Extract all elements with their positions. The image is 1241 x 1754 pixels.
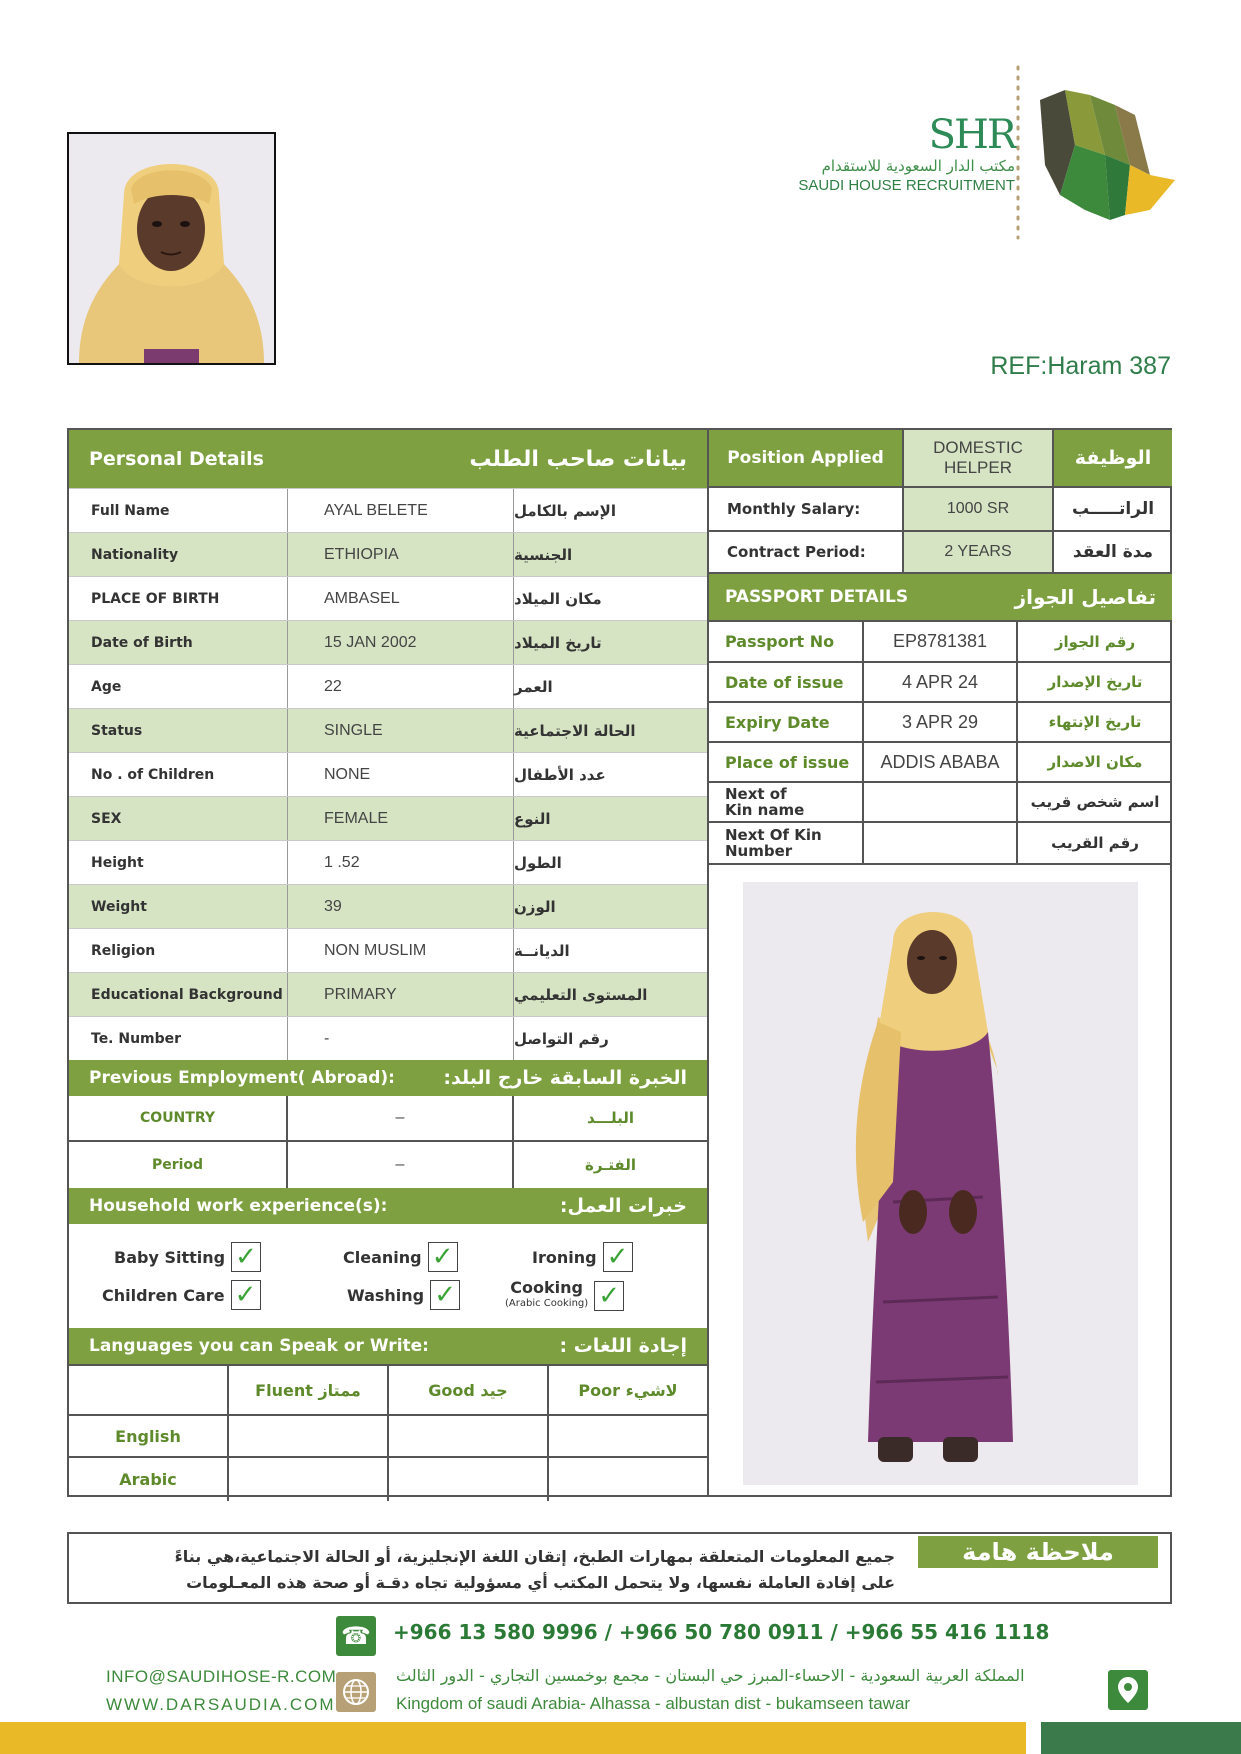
period-value: – [288,1142,514,1188]
skill-label: Ironing [532,1247,597,1267]
field-label-ar: الوزن [514,897,556,916]
field-label-en: Status [69,709,288,752]
personal-row [69,664,707,708]
country-value: – [288,1096,514,1140]
field-label-ar: المستوى التعليمي [514,985,648,1004]
empty-cell [389,1458,549,1501]
field-label-ar: الجنسية [514,545,573,564]
field-label-ar: عدد الأطفال [514,765,606,784]
phone-icon: ☎ [336,1616,376,1656]
passport-value: EP8781381 [864,622,1018,661]
personal-row [69,576,707,620]
kin-name-value [864,783,1018,821]
passport-label-ar: مكان الاصدار [1047,753,1143,771]
empty-cell [69,1366,229,1414]
passport-value: ADDIS ABABA [864,743,1018,781]
personal-details-title-en: Personal Details [89,448,264,470]
personal-details-header [69,430,707,488]
field-label-en: Religion [69,929,288,972]
position-value: DOMESTIC HELPER [904,430,1054,486]
left-column [69,430,709,1495]
field-label-en: Te. Number [69,1017,288,1060]
period-label-ar: الفتـرة [585,1156,637,1174]
field-value: 1 .52 [288,841,514,884]
field-value: AYAL BELETE [288,489,514,532]
passport-label-en: Place of issue [709,743,864,781]
field-label-en: Full Name [69,489,288,532]
cooking-note: (Arabic Cooking) [505,1298,589,1309]
passport-label-ar: رقم الجواز [1054,632,1136,651]
personal-row [69,972,707,1016]
empty-cell [389,1416,549,1456]
contract-row [709,532,1172,574]
kin-name-label-ar: اسم شخص قريب [1030,793,1160,811]
passport-value: 4 APR 24 [864,663,1018,701]
reference-number: REF:Haram 387 [990,352,1171,380]
kin-number-row [709,823,1172,865]
skill-label: Baby Sitting [114,1247,226,1267]
field-label-en: Age [69,665,288,708]
field-value: NONE [288,753,514,796]
field-label-en: PLACE OF BIRTH [69,577,288,620]
salary-label-ar: الراتـــــب [1071,499,1155,519]
field-value: NON MUSLIM [288,929,514,972]
personal-details-title-ar: بيانات صاحب الطلب [469,446,687,472]
field-label-en: Height [69,841,288,884]
field-value: ETHIOPIA [288,533,514,576]
email-address: INFO@SAUDIHOSE-R.COM [106,1667,337,1686]
field-label-ar: النوع [514,809,551,828]
language-name: English [69,1416,229,1456]
address-english: Kingdom of saudi Arabia- Alhassa - albustan dist - bukamseen tawar [396,1694,911,1713]
checkmark-icon: ✓ [430,1280,460,1310]
empty-cell [229,1416,389,1456]
passport-row [709,743,1172,783]
important-note-tag: ملاحظة هامة [918,1536,1158,1568]
language-name: Arabic [69,1458,229,1501]
passport-title-ar: تفاصيل الجواز [1014,585,1156,609]
field-label-en: Nationality [69,533,288,576]
field-label-ar: رقم التواصل [514,1029,609,1048]
empty-cell [549,1416,707,1456]
field-label-en: No . of Children [69,753,288,796]
location-pin-icon [1108,1670,1148,1710]
position-row [709,430,1172,488]
footer-yellow-bar [0,1722,1026,1754]
applicant-full-body-photo [743,882,1138,1485]
passport-row [709,663,1172,703]
note-line: جميع المعلومات المتعلقة بمهارات الطبخ، إتقان اللغة الإنجليزية، أو الحالة الاجتماعية،هي بناءً [174,1547,895,1566]
skill-baby-sitting [114,1242,261,1272]
skill-label: Cooking [510,1278,583,1297]
skill-cooking [505,1280,624,1312]
company-logo [795,65,1185,240]
field-value: 39 [288,885,514,928]
languages-title-en: Languages you can Speak or Write: [89,1336,429,1356]
passport-header [709,574,1172,622]
field-value: FEMALE [288,797,514,840]
globe-icon [336,1672,376,1712]
personal-row [69,752,707,796]
checkmark-icon: ✓ [231,1242,261,1272]
position-label-ar: الوظيفة [1054,430,1172,486]
personal-row [69,884,707,928]
note-line: على إفادة العاملة نفسها، ولا يتحمل المكتب أي مسؤولية تجاه دقـة أو صحة هذه المعـلومات [186,1573,895,1592]
website-address: WWW.DARSAUDIA.COM [106,1695,336,1714]
languages-header [69,1328,707,1364]
kin-name-label-en: Next of Kin name [709,783,864,821]
personal-row [69,928,707,972]
important-note-text [85,1544,895,1596]
salary-label-en: Monthly Salary: [709,488,904,530]
phone-numbers: +966 13 580 9996 / +966 50 780 0911 / +966 55 416 1118 [393,1620,1050,1644]
checkmark-icon: ✓ [603,1242,633,1272]
personal-row [69,796,707,840]
skill-label: Children Care [102,1285,225,1305]
passport-label-ar: تاريخ الإنتهاء [1048,713,1142,731]
kin-number-label-en: Next Of Kin Number [709,823,864,863]
col-fluent: Fluent ممتاز [229,1366,389,1414]
skill-washing [347,1280,460,1310]
period-label-en: Period [69,1142,288,1188]
checkmark-icon: ✓ [231,1280,261,1310]
personal-row [69,620,707,664]
skill-label: Washing [347,1285,425,1305]
empty-cell [229,1458,389,1501]
logo-dotted-divider [1013,65,1023,240]
language-row-arabic [69,1458,707,1501]
kin-name-row [709,783,1172,823]
personal-row [69,488,707,532]
passport-label-en: Date of issue [709,663,864,701]
kin-number-value [864,823,1018,863]
personal-row [69,708,707,752]
passport-value: 3 APR 29 [864,703,1018,741]
field-label-ar: مكان الميلاد [514,589,602,608]
col-poor: Poor لاشيء [578,1380,678,1400]
previous-employment-title-en: Previous Employment( Abroad): [89,1068,395,1088]
field-label-ar: الإسم بالكامل [514,501,616,520]
skill-ironing [532,1242,633,1272]
salary-row [709,488,1172,532]
contract-value: 2 YEARS [904,532,1054,572]
field-value: 22 [288,665,514,708]
previous-period-row [69,1142,707,1188]
checkmark-icon: ✓ [428,1242,458,1272]
contract-label-en: Contract Period: [709,532,904,572]
household-header [69,1188,707,1224]
field-value: 15 JAN 2002 [288,621,514,664]
languages-title-ar: إجادة اللغات : [559,1335,687,1357]
passport-row [709,622,1172,663]
col-good: Good جيد [389,1366,549,1414]
passport-label-en: Expiry Date [709,703,864,741]
important-note-box [67,1532,1172,1604]
checkmark-icon: ✓ [594,1281,624,1311]
country-label-en: COUNTRY [69,1096,288,1140]
personal-row [69,840,707,884]
field-value: AMBASEL [288,577,514,620]
logo-arabic-name: مكتب الدار السعودية للاستقدام [821,157,1015,175]
field-label-en: SEX [69,797,288,840]
field-value: SINGLE [288,709,514,752]
skill-cleaning [343,1242,458,1272]
passport-row [709,703,1172,743]
skill-label: Cleaning [343,1247,422,1267]
field-label-ar: الطول [514,853,562,872]
field-label-ar: العمر [514,677,553,696]
household-title-ar: خبرات العمل: [559,1195,687,1217]
languages-table [69,1364,707,1501]
field-label-en: Date of Birth [69,621,288,664]
empty-cell [549,1458,707,1501]
application-form [67,428,1172,1497]
field-label-en: Educational Background [69,973,288,1016]
passport-label-ar: تاريخ الإصدار [1047,673,1143,691]
contract-label-ar: مدة العقد [1072,542,1154,562]
field-value: - [288,1017,514,1060]
household-title-en: Household work experience(s): [89,1196,388,1216]
passport-label-en: Passport No [709,622,864,661]
skill-children-care [102,1280,261,1310]
previous-country-row [69,1096,707,1142]
field-label-ar: تاريخ الميلاد [514,633,602,652]
field-label-ar: الحالة الاجتماعية [514,721,636,740]
previous-employment-title-ar: الخبرة السابقة خارج البلد: [443,1067,687,1089]
country-label-ar: البلـــد [586,1109,635,1127]
applicant-portrait-photo [67,132,276,365]
logo-monogram: SHR [928,112,1015,158]
address-arabic: المملكة العربية السعودية - الاحساء-المبرز حي البستان - مجمع بوخمسين التجاري - الدور الثالث [396,1666,1025,1685]
personal-row [69,1016,707,1060]
kin-number-label-ar: رقم القريب [1051,834,1139,852]
right-column [709,430,1172,1495]
logo-english-name: SAUDI HOUSE RECRUITMENT [798,177,1015,194]
field-label-en: Weight [69,885,288,928]
language-row-english [69,1416,707,1458]
footer-green-bar [1041,1722,1241,1754]
personal-row [69,532,707,576]
passport-title-en: PASSPORT DETAILS [725,587,909,607]
position-label-en: Position Applied [709,430,904,486]
previous-employment-header [69,1060,707,1096]
field-value: PRIMARY [288,973,514,1016]
languages-header-row [69,1364,707,1416]
salary-value: 1000 SR [904,488,1054,530]
saudi-map-icon [1030,85,1180,225]
field-label-ar: الديانــة [514,941,570,960]
